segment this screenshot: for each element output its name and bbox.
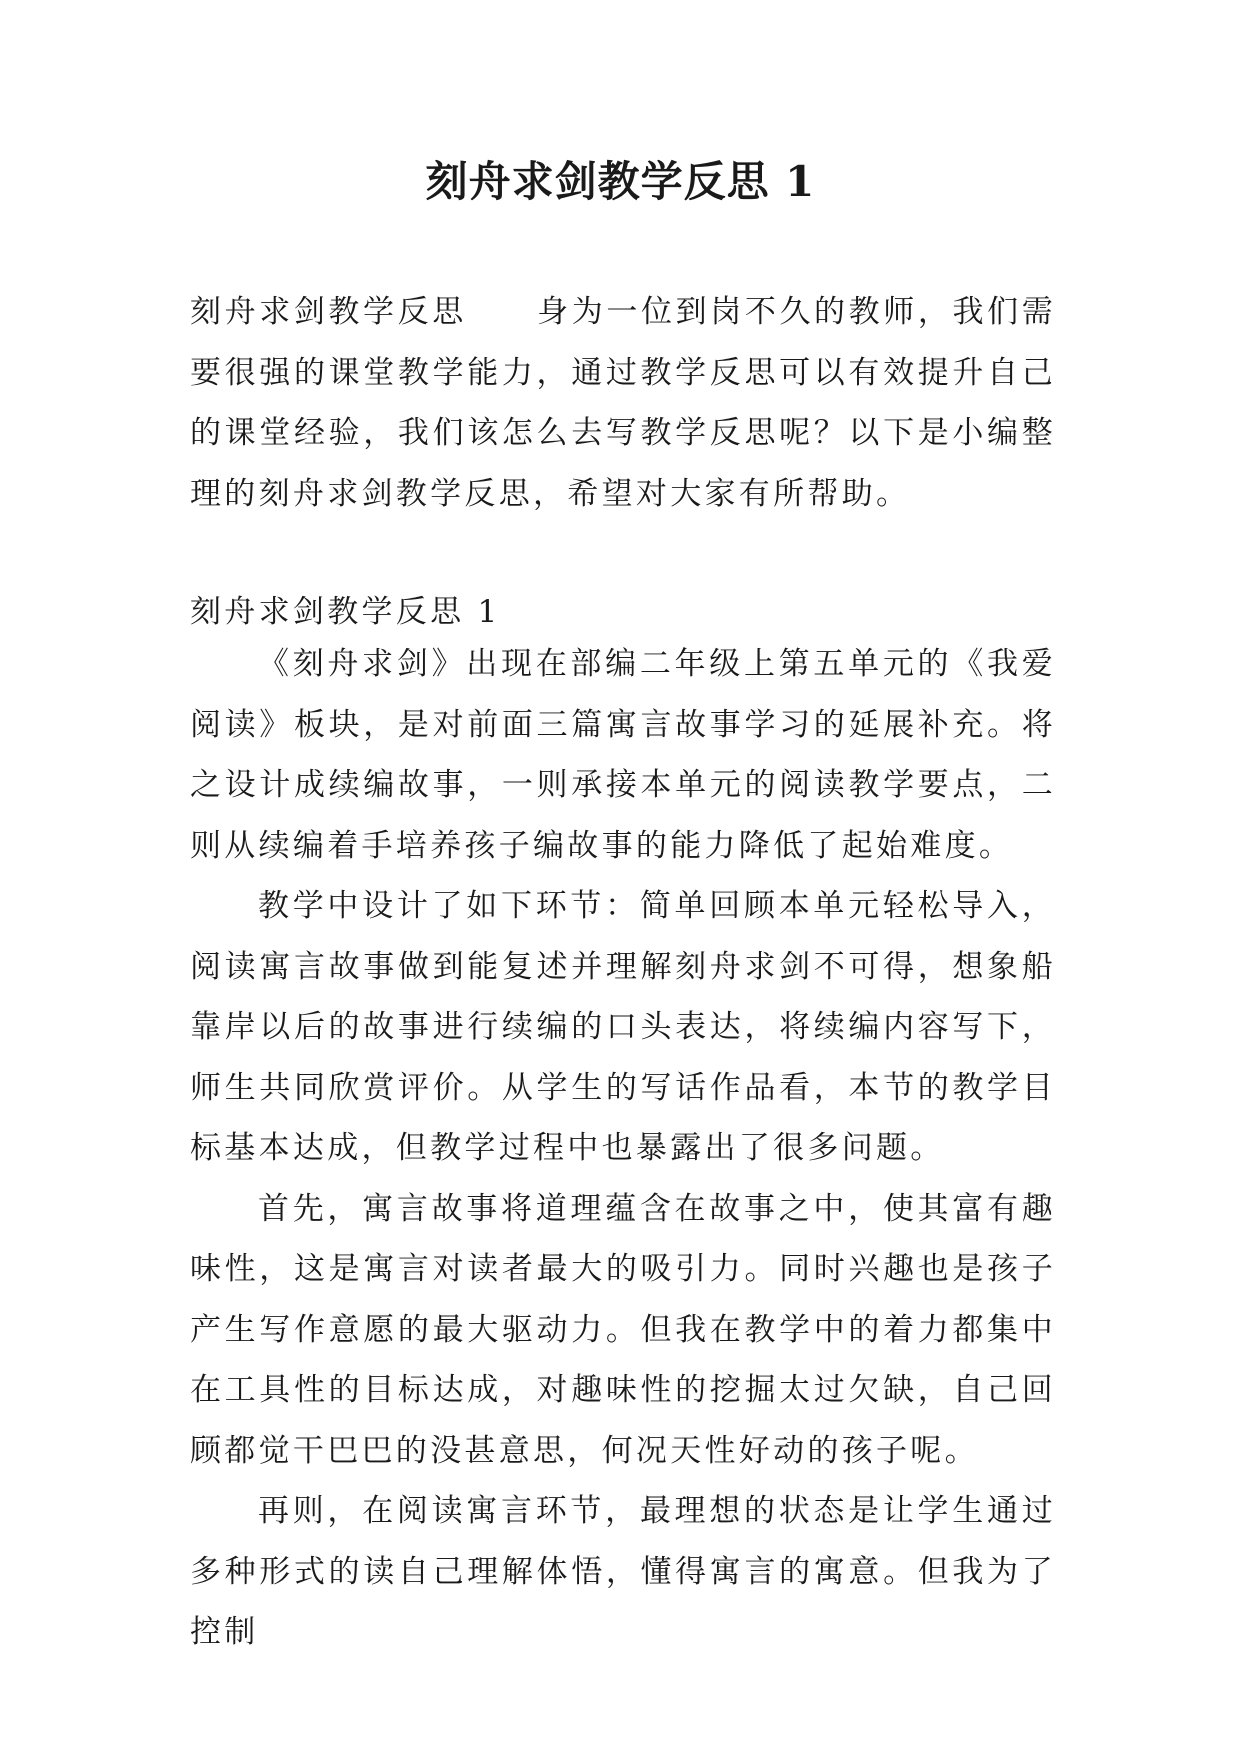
intro-text: 身为一位到岗不久的教师，我们需要很强的课堂教学能力，通过教学反思可以有效提升自己的课堂经验，我们该怎么去写教学反思呢？以下是小编整理的刻舟求剑教学反思，希望对大家有所帮助。 — [190, 294, 1056, 512]
paragraph: 教学中设计了如下环节：简单回顾本单元轻松导入，阅读寓言故事做到能复述并理解刻舟求剑不可得，想象船靠岸以后的故事进行续编的口头表达，将续编内容写下，师生共同欣赏评价。从学生的写话作品看，本节的教学目标基本达成，但教学过程中也暴露出了很多问题。 — [190, 888, 1056, 1166]
paragraph: 首先，寓言故事将道理蕴含在故事之中，使其富有趣味性，这是寓言对读者最大的吸引力。同时兴趣也是孩子产生写作意愿的最大驱动力。但我在教学中的着力都集中在工具性的目标达成，对趣味性的挖掘太过欠缺，自己回顾都觉干巴巴的没甚意思，何况天性好动的孩子呢。 — [190, 1190, 1056, 1469]
intro-label: 刻舟求剑教学反思 — [190, 294, 467, 330]
section-content — [190, 634, 1056, 1663]
section-heading: 刻舟求剑教学反思 1 — [190, 594, 501, 630]
intro-paragraph — [190, 282, 1056, 524]
paragraph: 《刻舟求剑》出现在部编二年级上第五单元的《我爱阅读》板块，是对前面三篇寓言故事学习的延展补充。将之设计成续编故事，一则承接本单元的阅读教学要点，二则从续编着手培养孩子编故事的能力降低了起始难度。 — [190, 646, 1056, 864]
document-title: 刻舟求剑教学反思 1 — [425, 157, 816, 206]
paragraph: 再则，在阅读寓言环节，最理想的状态是让学生通过多种形式的读自己理解体悟，懂得寓言的寓意。但我为了控制 — [190, 1493, 1056, 1650]
